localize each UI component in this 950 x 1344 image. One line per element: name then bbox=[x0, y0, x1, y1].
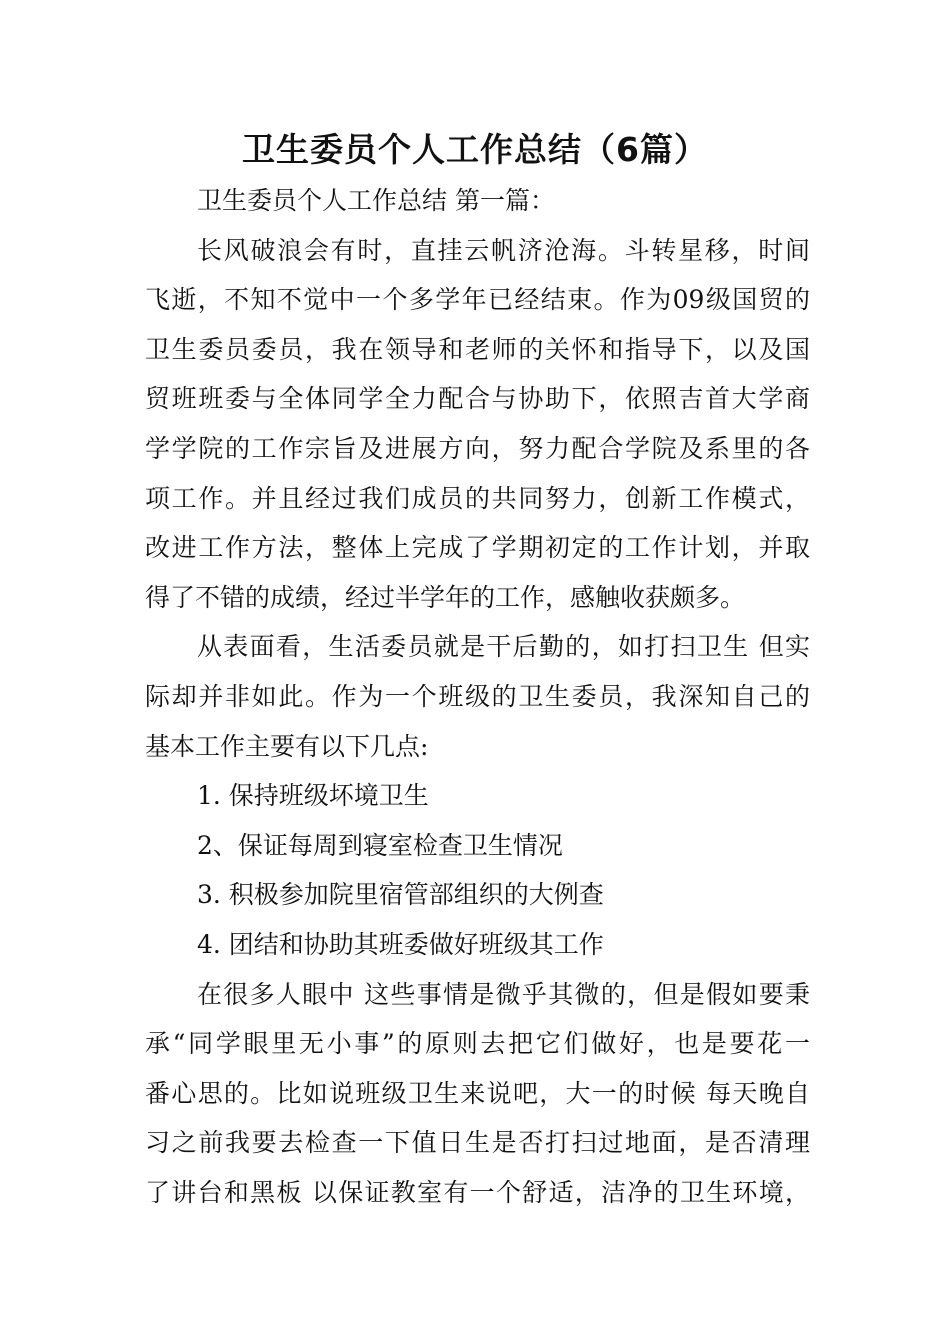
paragraph-1-line-8: 得了不错的成绩，经过半学年的工作，感触收获颇多。 bbox=[145, 582, 746, 612]
paragraph-1-line-6: 项工作。并且经过我们成员的共同努力，创新工作模式， bbox=[145, 483, 810, 513]
paragraph-3-line-5: 了讲台和黑板 以保证教室有一个舒适，洁净的卫生环境， bbox=[145, 1177, 810, 1207]
paragraph-3-line-4: 习之前我要去检查一下值日生是否打扫过地面，是否清理 bbox=[145, 1128, 810, 1158]
paragraph-3-line-2: 承“同学眼里无小事”的原则去把它们做好，也是要花一 bbox=[145, 1029, 810, 1059]
paragraph-1-line-4: 贸班班委与全体同学全力配合与协助下，依照吉首大学商 bbox=[145, 384, 810, 414]
paragraph-3-line-1: 在很多人眼中 这些事情是微乎其微的，但是假如要秉 bbox=[197, 979, 810, 1009]
list-item-4: 4. 团结和协助其班委做好班级其工作 bbox=[197, 929, 604, 959]
paragraph-2-line-3: 基本工作主要有以下几点: bbox=[145, 731, 429, 761]
document-title: 卫生委员个人工作总结（6篇） bbox=[242, 130, 708, 169]
paragraph-2-line-1: 从表面看，生活委员就是干后勤的，如打扫卫生 但实 bbox=[197, 632, 810, 662]
section-heading: 卫生委员个人工作总结 第一篇： bbox=[197, 186, 555, 215]
paragraph-1-line-3: 卫生委员委员，我在领导和老师的关怀和指导下，以及国 bbox=[145, 334, 810, 364]
list-item-3: 3. 积极参加院里宿管部组织的大例查 bbox=[197, 880, 604, 910]
paragraph-2-line-2: 际却并非如此。作为一个班级的卫生委员，我深知自己的 bbox=[145, 681, 810, 711]
paragraph-1-line-7: 改进工作方法，整体上完成了学期初定的工作计划，并取 bbox=[145, 533, 810, 563]
document-body bbox=[145, 176, 810, 1217]
list-item-1: 1. 保持班级坏境卫生 bbox=[197, 781, 429, 811]
paragraph-1-line-1: 长风破浪会有时，直挂云帆济沧海。斗转星移，时间 bbox=[197, 235, 810, 265]
list-item-2: 2、保证每周到寝室检查卫生情况 bbox=[197, 830, 563, 860]
paragraph-3-line-3: 番心思的。比如说班级卫生来说吧，大一的时候 每天晚自 bbox=[145, 1078, 810, 1108]
paragraph-1-line-2: 飞逝，不知不觉中一个多学年已经结束。作为09级国贸的 bbox=[145, 285, 810, 315]
paragraph-1-line-5: 学学院的工作宗旨及进展方向，努力配合学院及系里的各 bbox=[145, 433, 810, 463]
